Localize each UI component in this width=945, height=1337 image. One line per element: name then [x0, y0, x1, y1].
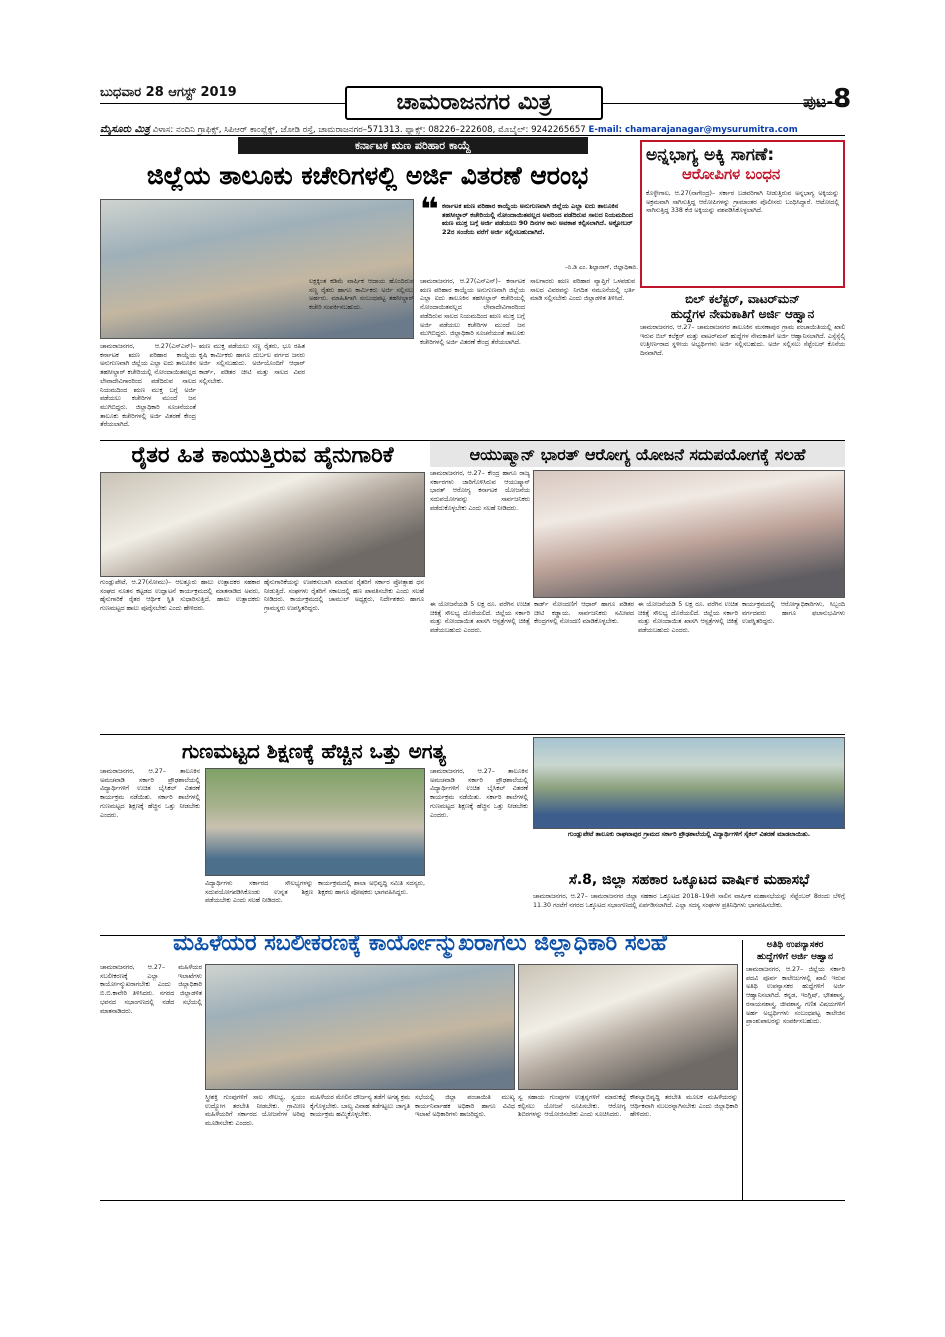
story3-col2: ಈ ಯೋಜನೆಯಡಿ 5 ಲಕ್ಷ ರೂ. ವರೆಗಿನ ಉಚಿತ ಚಿಕಿತ್ಸೆ ಸೌಲಭ್ಯ ದೊರೆಯಲಿದೆ. ಜಿಲ್ಲೆಯ ಸರ್ಕಾರಿ ಮತ್ತು ನೋಂದಾಯಿತ ಖಾಸಗಿ ಆಸ್ಪತ್ರೆಗಳಲ್ಲಿ ಚಿಕಿತ್ಸೆ ಪಡೆಯಬಹುದು ಎಂದರು.	[430, 601, 530, 635]
story6-col1: ಚಾಮರಾಜನಗರ, ಆ.27– ಮಹಿಳೆಯರ ಸಬಲೀಕರಣಕ್ಕೆ ಎಲ್ಲಾ ಇಲಾಖೆಗಳು ಕಾರ್ಯೋನ್ಮುಖರಾಗಬೇಕು ಎಂದು ಜಿಲ್ಲಾಧಿಕಾರಿ ಬಿ.ಬಿ.ಕಾವೇರಿ ತಿಳಿಸಿದರು. ನಗರದ ಜಿಲ್ಲಾಡಳಿತ ಭವನದ ಸಭಾಂಗಣದಲ್ಲಿ ನಡೆದ ಸಭೆಯಲ್ಲಿ ಮಾತನಾಡಿದರು.	[100, 964, 202, 1015]
story4-col3: ಕಾರ್ಯಕ್ರಮದಲ್ಲಿ ಶಾಲಾ ಅಭಿವೃದ್ಧಿ ಸಮಿತಿ ಸದಸ್ಯರು, ಶಿಕ್ಷಕರು ಹಾಗೂ ಪೋಷಕರು ಭಾಗವಹಿಸಿದ್ದರು.	[318, 880, 425, 896]
bill-body: ಚಾಮರಾಜನಗರ, ಆ.27– ಚಾಮರಾಜನಗರ ತಾಲೂಕಿನ ಮಸಣಾಪುರ ಗ್ರಾಮ ಪಂಚಾಯಿತಿಯಲ್ಲಿ ಖಾಲಿ ಇರುವ ಬಿಲ್ ಕಲೆಕ್ಟರ್ ಮತ್ತು ವಾಟರ್‌ಮನ್ ಹುದ್ದೆಗಳ ನೇಮಕಾತಿಗೆ ಅರ್ಜಿ ಆಹ್ವಾನಿಸಲಾಗಿದೆ. ಎಸ್ಸೆಸ್ಸೆಲ್ಸಿ ಉತ್ತೀರ್ಣರಾದ ಸ್ಥಳೀಯ ಅಭ್ಯರ್ಥಿಗಳು ಅರ್ಜಿ ಸಲ್ಲಿಸಬಹುದು. ಅರ್ಜಿ ಸಲ್ಲಿಸಲು ಸೆಪ್ಟೆಂಬರ್ ಕೊನೆಯ ದಿನವಾಗಿದೆ.	[640, 324, 845, 358]
story3-headline: ಆಯುಷ್ಮಾನ್ ಭಾರತ್ ಆರೋಗ್ಯ ಯೋಜನೆ ಸದುಪಯೋಗಕ್ಕೆ ಸಲಹೆ	[469, 445, 806, 464]
story6-headline: ಮಹಿಳೆಯರ ಸಬಲೀಕರಣಕ್ಕೆ ಕಾರ್ಯೋನ್ಮುಖರಾಗಲು ಜಿಲ್ಲಾಧಿಕಾರಿ ಸಲಹೆ	[173, 931, 667, 956]
story2-col1: ಗುಂಡ್ಲುಪೇಟೆ, ಆ.27(ಸೋಮು)– ಆಲತ್ತೂರು ಹಾಲು ಉತ್ಪಾದಕರ ಸಹಕಾರ ಸಂಘದ ನೂತನ ಕಟ್ಟಡದ ಉದ್ಘಾಟನೆ ಕಾರ್ಯಕ್ರಮದಲ್ಲಿ ಮಾತನಾಡಿದ ಅವರು, ಹೈನುಗಾರಿಕೆ ರೈತರ ಆರ್ಥಿಕ ಸ್ಥಿತಿ ಸುಧಾರಿಸುತ್ತಿದೆ. ಹಾಲು ಉತ್ಪಾದಕರು ಗುಣಮಟ್ಟದ ಹಾಲು ಪೂರೈಸಬೇಕು ಎಂದು ಹೇಳಿದರು.	[100, 579, 260, 613]
story1-quote-by: –ನಿ.ಡಿ ಎಂ. ಶಿಲ್ಪಾನಾಗ್, ಜಿಲ್ಲಾಧಿಕಾರಿ.	[565, 264, 638, 271]
story1-col4: ಚಾಮರಾಜನಗರ, ಆ.27(ಎಸ್‌ಎನ್)– ಕರ್ನಾಟಕ ಋಣ ಪರಿಹಾರ ಕಾಯ್ದೆಯ ಅನುಗುಣವಾಗಿ ಜಿಲ್ಲೆಯ ಎಲ್ಲಾ ಐದು ತಾಲೂಕಿನ ತಹಸೀಲ್ದಾರ್ ಕಚೇರಿಯಲ್ಲಿ ನೋಂದಾಯಿತವಲ್ಲದ ಲೇವಾದೇವಿಗಾರರಿಂದ ಪಡೆದಿರುವ ಸಾಲದ ನಿಯಮದಿಂದ ಋಣ ಮುಕ್ತ ಬಗ್ಗೆ ಅರ್ಜಿ ಪಡೆಯಲು ಕಚೇರಿಗಳ ಮುಂದೆ ಜನ ಮುಗಿಬಿದ್ದರು. ಜಿಲ್ಲಾಧಿಕಾರಿ ಸೂಚನೆಯಂತೆ ತಾಲೂಕು ಕಚೇರಿಗಳಲ್ಲಿ ಅರ್ಜಿ ವಿತರಣೆ ಕೇಂದ್ರ ತೆರೆಯಲಾಗಿದೆ.	[420, 278, 525, 346]
story3-photo	[533, 470, 845, 598]
story6-photo-meeting	[205, 964, 515, 1090]
story7-body: ಚಾಮರಾಜನಗರ, ಆ.27– ಜಿಲ್ಲೆಯ ಸರ್ಕಾರಿ ಪದವಿ ಪೂರ್ವ ಕಾಲೇಜುಗಳಲ್ಲಿ ಖಾಲಿ ಇರುವ ಅತಿಥಿ ಉಪನ್ಯಾಸಕರ ಹುದ್ದೆಗಳಿಗೆ ಅರ್ಜಿ ಆಹ್ವಾನಿಸಲಾಗಿದೆ. ಕನ್ನಡ, ಇಂಗ್ಲಿಷ್, ಭೌತಶಾಸ್ತ್ರ, ರಸಾಯನಶಾಸ್ತ್ರ, ಜೀವಶಾಸ್ತ್ರ, ಗಣಿತ ವಿಷಯಗಳಿಗೆ ಅರ್ಹ ಅಭ್ಯರ್ಥಿಗಳು ಸಂಬಂಧಪಟ್ಟ ಕಾಲೇಜಿನ ಪ್ರಾಂಶುಪಾಲರನ್ನು ಸಂಪರ್ಕಿಸಬಹುದು.	[746, 966, 845, 1026]
story4-col1: ಚಾಮರಾಜನಗರ, ಆ.27– ತಾಲೂಕಿನ ಅಮಚವಾಡಿ ಸರ್ಕಾರಿ ಪ್ರೌಢಶಾಲೆಯಲ್ಲಿ ವಿದ್ಯಾರ್ಥಿಗಳಿಗೆ ಉಚಿತ ಬೈಸಿಕಲ್ ವಿತರಣೆ ಕಾರ್ಯಕ್ರಮ ನಡೆಯಿತು. ಸರ್ಕಾರಿ ಶಾಲೆಗಳಲ್ಲಿ ಗುಣಮಟ್ಟದ ಶಿಕ್ಷಣಕ್ಕೆ ಹೆಚ್ಚಿನ ಒತ್ತು ನೀಡಬೇಕು ಎಂದರು.	[100, 768, 200, 819]
story5-body: ಚಾಮರಾಜನಗರ, ಆ.27– ಚಾಮರಾಜನಗರ ಜಿಲ್ಲಾ ಸಹಕಾರ ಒಕ್ಕೂಟದ 2018–19ನೇ ಸಾಲಿನ ವಾರ್ಷಿಕ ಮಹಾಸಭೆಯನ್ನು ಸೆಪ್ಟೆಂಬರ್ 8ರಂದು ಬೆಳಿಗ್ಗೆ 11.30 ಗಂಟೆಗೆ ನಗರದ ಒಕ್ಕೂಟದ ಸಭಾಂಗಣದಲ್ಲಿ ಏರ್ಪಡಿಸಲಾಗಿದೆ. ಎಲ್ಲಾ ಸದಸ್ಯ ಸಂಘಗಳ ಪ್ರತಿನಿಧಿಗಳು ಭಾಗವಹಿಸಬೇಕು.	[533, 893, 845, 909]
bottom-rule	[100, 1200, 845, 1201]
story7-divider	[742, 940, 743, 1200]
annabhagya-body: ಕೊಳ್ಳೇಗಾಲ, ಆ.27(ನಾಗೇಂದ್ರ)– ಸರ್ಕಾರ ಬಡವರಿಗಾಗಿ ನೀಡುತ್ತಿರುವ ಅನ್ನಭಾಗ್ಯ ಅಕ್ಕಿಯನ್ನು ಅಕ್ರಮವಾಗಿ ಸಾಗಿಸುತ್ತಿದ್ದ ಆರೋಪಿಗಳನ್ನು ಗ್ರಾಮಾಂತರ ಪೊಲೀಸರು ಬಂಧಿಸಿದ್ದಾರೆ. ಆಟೋದಲ್ಲಿ ಸಾಗಿಸುತ್ತಿದ್ದ 338 ಕೆಜಿ ಅಕ್ಕಿಯನ್ನು ವಶಪಡಿಸಿಕೊಳ್ಳಲಾಗಿದೆ.	[646, 190, 839, 215]
story2-headline: ರೈತರ ಹಿತ ಕಾಯುತ್ತಿರುವ ಹೈನುಗಾರಿಕೆ	[131, 443, 394, 468]
contact-email: E-mail: chamarajanagar@mysurumitra.com	[588, 125, 798, 135]
page-label: ಪುಟ-	[803, 92, 834, 111]
story6-col2: ಸ್ತ್ರೀಶಕ್ತಿ ಗುಂಪುಗಳಿಗೆ ಸಾಲ ಸೌಲಭ್ಯ, ಸ್ವಯಂ ಉದ್ಯೋಗ ತರಬೇತಿ ನೀಡಬೇಕು. ಗ್ರಾಮೀಣ ಮಹಿಳೆಯರಿಗೆ ಸರ್ಕಾರದ ಯೋಜನೆಗಳ ಅರಿವು ಮೂಡಿಸಬೇಕು ಎಂದರು.	[205, 1094, 305, 1128]
contact-address: ವಿಳಾಸ: ನಂದಿನಿ ಗ್ರಾಫಿಕ್ಸ್, ಸಿಪಿಆರ್ ಕಾಂಪ್ಲೆಕ್ಸ್, ಜೋಡಿ ರಸ್ತೆ, ಚಾಮರಾಜನಗರ–571313. ಫ್ಯಾಕ್ಸ್: 08226–222608, ಮೊಬೈಲ್: 9242265657	[149, 125, 589, 135]
story3-col5: ಕಾರ್ಯಕ್ರಮದಲ್ಲಿ ಆರೋಗ್ಯಾಧಿಕಾರಿಗಳು, ಸಿಬ್ಬಂದಿ ವರ್ಗದವರು ಹಾಗೂ ಫಲಾನುಭವಿಗಳು ಉಪಸ್ಥಿತರಿದ್ದರು.	[742, 601, 845, 626]
annabhagya-subhead: ಆರೋಪಿಗಳ ಬಂಧನ	[682, 165, 781, 183]
story4-col2: ವಿದ್ಯಾರ್ಥಿಗಳು ಸರ್ಕಾರದ ಸೌಲಭ್ಯಗಳನ್ನು ಸದುಪಯೋಗಪಡಿಸಿಕೊಂಡು ಉನ್ನತ ಶಿಕ್ಷಣ ಪಡೆಯಬೇಕು ಎಂದು ಸಲಹೆ ನೀಡಿದರು.	[205, 880, 313, 905]
story4-photo	[205, 768, 425, 876]
annabhagya-box	[640, 140, 845, 288]
contact-bar	[100, 124, 850, 135]
story4-photo-caption: ಗುಂಡ್ಲುಪೇಟೆ ತಾಲೂಕು ರಾಘವಾಪುರ ಗ್ರಾಮದ ಸರ್ಕಾರಿ ಪ್ರೌಢಶಾಲೆಯಲ್ಲಿ ವಿದ್ಯಾರ್ಥಿಗಳಿಗೆ ಸೈಕಲ್ ವಿತರಣೆ ಮಾಡಲಾಯಿತು.	[567, 831, 811, 838]
story1-quote-text: ಕರ್ನಾಟಕ ಋಣ ಪರಿಹಾರ ಕಾಯ್ದೆಯ ಅನುಗುಣವಾಗಿ ಜಿಲ್ಲೆಯ ಎಲ್ಲಾ ಐದು ತಾಲೂಕಿನ ತಹಸೀಲ್ದಾರ್ ಕಚೇರಿಯಲ್ಲಿ ನೋಂದಾಯಿತವಲ್ಲದ ಅವರಿಂದ ಪಡೆದಿರುವ ಸಾಲದ ನಿಯಮದಿಂದ ಋಣ ಮುಕ್ತ ಬಗ್ಗೆ ಅರ್ಜಿ ಪಡೆಯಲು 90 ದಿನಗಳ ಕಾಲ ಅವಕಾಶ ಕಲ್ಪಿಸಲಾಗಿದೆ. ಅಕ್ಟೋಬರ್ 22ರ ಸಂಜೆಯ ವರೆಗೆ ಅರ್ಜಿ ಸಲ್ಲಿಸಬಹುದಾಗಿದೆ.	[442, 202, 633, 236]
story1-col2: ಋಣ ಮುಕ್ತ ಪಡೆಯಲು ಸಣ್ಣ ರೈತರು, ಭೂ ರಹಿತ ಕೃಷಿ ಕಾರ್ಮಿಕರು ಹಾಗೂ ದುರ್ಬಲ ವರ್ಗದ ಜನರು ಅರ್ಜಿ ಸಲ್ಲಿಸಬಹುದು. ಅರ್ಜಿಯೊಂದಿಗೆ ಆಧಾರ್ ಕಾರ್ಡ್, ಪಡಿತರ ಚೀಟಿ ಮತ್ತು ಸಾಲದ ವಿವರ ಸಲ್ಲಿಸಬೇಕು.	[199, 343, 305, 385]
story1-col5: ಸಾಲಗಾರರು ಋಣ ಪರಿಹಾರ ವ್ಯಾಪ್ತಿಗೆ ಒಳಪಡುವ ಸಾಲದ ವಿವರವನ್ನು ನಿಗದಿತ ನಮೂನೆಯಲ್ಲಿ ಭರ್ತಿ ಮಾಡಿ ಸಲ್ಲಿಸಬೇಕು ಎಂದು ಜಿಲ್ಲಾಡಳಿತ ತಿಳಿಸಿದೆ.	[530, 278, 635, 303]
story3-col4: ಈ ಯೋಜನೆಯಡಿ 5 ಲಕ್ಷ ರೂ. ವರೆಗಿನ ಉಚಿತ ಚಿಕಿತ್ಸೆ ಸೌಲಭ್ಯ ದೊರೆಯಲಿದೆ. ಜಿಲ್ಲೆಯ ಸರ್ಕಾರಿ ಮತ್ತು ನೋಂದಾಯಿತ ಖಾಸಗಿ ಆಸ್ಪತ್ರೆಗಳಲ್ಲಿ ಚಿಕಿತ್ಸೆ ಪಡೆಯಬಹುದು ಎಂದರು.	[638, 601, 738, 635]
page-number-value: 8	[833, 84, 852, 114]
bicycle-distribution-photo	[533, 737, 845, 829]
bill-headline-1: ಬಿಲ್ ಕಲೆಕ್ಟರ್, ವಾಟರ್‌ಮನ್	[685, 292, 800, 306]
story2-col2: ಹೈನುಗಾರಿಕೆಯನ್ನು ಉಪಕಸುಬಾಗಿ ಮಾಡುವ ರೈತರಿಗೆ ಸರ್ಕಾರ ಪ್ರೋತ್ಸಾಹ ಧನ ನೀಡುತ್ತಿದೆ. ಸಂಘಗಳು ರೈತರಿಗೆ ಸಕಾಲದಲ್ಲಿ ಹಣ ಪಾವತಿಸಬೇಕು ಎಂದು ಸಲಹೆ ನೀಡಿದರು. ಕಾರ್ಯಕ್ರಮದಲ್ಲಿ ಚಾಮುಲ್ ಅಧ್ಯಕ್ಷರು, ನಿರ್ದೇಶಕರು ಹಾಗೂ ಗ್ರಾಮಸ್ಥರು ಉಪಸ್ಥಿತರಿದ್ದರು.	[264, 579, 424, 613]
story3-col1: ಚಾಮರಾಜನಗರ, ಆ.27– ಕೇಂದ್ರ ಹಾಗೂ ರಾಜ್ಯ ಸರ್ಕಾರಗಳು ಜಾರಿಗೊಳಿಸಿರುವ ಆಯುಷ್ಮಾನ್ ಭಾರತ್ ಆರೋಗ್ಯ ಕರ್ನಾಟಕ ಯೋಜನೆಯ ಸದುಪಯೋಗವನ್ನು ಸಾರ್ವಜನಿಕರು ಪಡೆದುಕೊಳ್ಳಬೇಕು ಎಂದು ಸಲಹೆ ನೀಡಿದರು.	[430, 470, 530, 512]
story4-headline: ಗುಣಮಟ್ಟದ ಶಿಕ್ಷಣಕ್ಕೆ ಹೆಚ್ಚಿನ ಒತ್ತು ಅಗತ್ಯ	[182, 739, 446, 763]
story6-col6: ಕೌಶಲ್ಯಾಭಿವೃದ್ಧಿ ತರಬೇತಿ ಮೂಲಕ ಮಹಿಳೆಯರನ್ನು ಆರ್ಥಿಕವಾಗಿ ಸಬಲರನ್ನಾಗಿಸಬೇಕು ಎಂದು ಜಿಲ್ಲಾಧಿಕಾರಿ ಹೇಳಿದರು.	[630, 1094, 738, 1119]
story6-col5: ಸ್ವ ಸಹಾಯ ಗುಂಪುಗಳ ಉತ್ಪನ್ನಗಳಿಗೆ ಮಾರುಕಟ್ಟೆ ಕಲ್ಪಿಸಲು ಯೋಜನೆ ರೂಪಿಸಬೇಕು. ಆರೋಗ್ಯ ಶಿಬಿರಗಳನ್ನು ಆಯೋಜಿಸಬೇಕು ಎಂದು ಸೂಚಿಸಿದರು.	[518, 1094, 626, 1119]
annabhagya-headline: ಅನ್ನಭಾಗ್ಯ ಅಕ್ಕಿ ಸಾಗಣೆ:	[646, 145, 775, 165]
story1-col3: ಲಕ್ಷಕ್ಕಿಂತ ಕಡಿಮೆ ವಾರ್ಷಿಕ ಆದಾಯ ಹೊಂದಿರುವ ಸಣ್ಣ ರೈತರು ಹಾಗೂ ಕಾರ್ಮಿಕರು ಅರ್ಜಿ ಸಲ್ಲಿಸಲು ಅರ್ಹರು. ಮಾಹಿತಿಗಾಗಿ ಸಂಬಂಧಪಟ್ಟ ತಹಸೀಲ್ದಾರ್ ಕಚೇರಿ ಸಂಪರ್ಕಿಸಬಹುದು.	[309, 278, 414, 312]
story7-headline-1: ಅತಿಥಿ ಉಪನ್ಯಾಸಕರ	[766, 940, 824, 950]
story6-col3: ಮಹಿಳೆಯರ ಮೇಲಿನ ದೌರ್ಜನ್ಯ ತಡೆಗೆ ಅಗತ್ಯ ಕ್ರಮ ಕೈಗೊಳ್ಳಬೇಕು. ಬಾಲ್ಯ ವಿವಾಹ ತಡೆಗಟ್ಟಲು ಜಾಗೃತಿ ಕಾರ್ಯಕ್ರಮ ಹಮ್ಮಿಕೊಳ್ಳಬೇಕು.	[310, 1094, 410, 1119]
page-number	[803, 84, 851, 114]
story3-col3: ಕಾರ್ಡ್ ನೋಂದಣಿಗೆ ಆಧಾರ್ ಹಾಗೂ ಪಡಿತರ ಚೀಟಿ ಕಡ್ಡಾಯ. ಸಾರ್ವಜನಿಕರು ಸಮೀಪದ ಕೇಂದ್ರಗಳಲ್ಲಿ ನೋಂದಣಿ ಮಾಡಿಕೊಳ್ಳಬೇಕು.	[534, 601, 634, 626]
story6-photo-officials	[518, 964, 738, 1090]
rule-2	[100, 734, 845, 735]
story7-headline-2: ಹುದ್ದೆಗಳಿಗೆ ಅರ್ಜಿ ಆಹ್ವಾನ	[757, 952, 833, 962]
bill-headline-2: ಹುದ್ದೆಗಳ ನೇಮಕಾತಿಗೆ ಅರ್ಜಿ ಆಹ್ವಾನ	[670, 307, 815, 321]
brand-name: ಮೈಸೂರು ಮಿತ್ರ	[100, 124, 150, 135]
newspaper-title: ಚಾಮರಾಜನಗರ ಮಿತ್ರ	[345, 86, 603, 120]
top-rule	[100, 135, 845, 136]
story1-headline: ಜಿಲ್ಲೆಯ ತಾಲೂಕು ಕಚೇರಿಗಳಲ್ಲಿ ಅರ್ಜಿ ವಿತರಣೆ ಆರಂಭ	[146, 161, 589, 190]
story1-col1: ಚಾಮರಾಜನಗರ, ಆ.27(ಎಸ್‌ಎನ್)– ಕರ್ನಾಟಕ ಋಣ ಪರಿಹಾರ ಕಾಯ್ದೆಯ ಅನುಗುಣವಾಗಿ ಜಿಲ್ಲೆಯ ಎಲ್ಲಾ ಐದು ತಾಲೂಕಿನ ತಹಸೀಲ್ದಾರ್ ಕಚೇರಿಯಲ್ಲಿ ನೋಂದಾಯಿತವಲ್ಲದ ಲೇವಾದೇವಿಗಾರರಿಂದ ಪಡೆದಿರುವ ಸಾಲದ ನಿಯಮದಿಂದ ಋಣ ಮುಕ್ತ ಬಗ್ಗೆ ಅರ್ಜಿ ಪಡೆಯಲು ಕಚೇರಿಗಳ ಮುಂದೆ ಜನ ಮುಗಿಬಿದ್ದರು. ಜಿಲ್ಲಾಧಿಕಾರಿ ಸೂಚನೆಯಂತೆ ತಾಲೂಕು ಕಚೇರಿಗಳಲ್ಲಿ ಅರ್ಜಿ ವಿತರಣೆ ಕೇಂದ್ರ ತೆರೆಯಲಾಗಿದೆ.	[100, 343, 196, 429]
story4-col4: ಚಾಮರಾಜನಗರ, ಆ.27– ತಾಲೂಕಿನ ಅಮಚವಾಡಿ ಸರ್ಕಾರಿ ಪ್ರೌಢಶಾಲೆಯಲ್ಲಿ ವಿದ್ಯಾರ್ಥಿಗಳಿಗೆ ಉಚಿತ ಬೈಸಿಕಲ್ ವಿತರಣೆ ಕಾರ್ಯಕ್ರಮ ನಡೆಯಿತು. ಸರ್ಕಾರಿ ಶಾಲೆಗಳಲ್ಲಿ ಗುಣಮಟ್ಟದ ಶಿಕ್ಷಣಕ್ಕೆ ಹೆಚ್ಚಿನ ಒತ್ತು ನೀಡಬೇಕು ಎಂದರು.	[430, 768, 528, 819]
quote-mark-icon: ❝	[420, 190, 439, 228]
story2-photo	[100, 472, 425, 577]
issue-date: ಬುಧವಾರ 28 ಆಗಸ್ಟ್ 2019	[100, 85, 237, 100]
story5-headline: ಸೆ.8, ಜಿಲ್ಲಾ ಸಹಕಾರ ಒಕ್ಕೂಟದ ವಾರ್ಷಿಕ ಮಹಾಸಭೆ	[568, 872, 810, 888]
story6-col4: ಸಭೆಯಲ್ಲಿ ಜಿಲ್ಲಾ ಪಂಚಾಯಿತಿ ಮುಖ್ಯ ಕಾರ್ಯನಿರ್ವಾಹಕ ಅಧಿಕಾರಿ ಹಾಗೂ ವಿವಿಧ ಇಲಾಖೆ ಅಧಿಕಾರಿಗಳು ಹಾಜರಿದ್ದರು.	[415, 1094, 515, 1119]
story1-kicker: ಕರ್ನಾಟಕ ಋಣ ಪರಿಹಾರ ಕಾಯ್ದೆ	[238, 137, 588, 154]
story1-pullquote	[420, 190, 638, 274]
